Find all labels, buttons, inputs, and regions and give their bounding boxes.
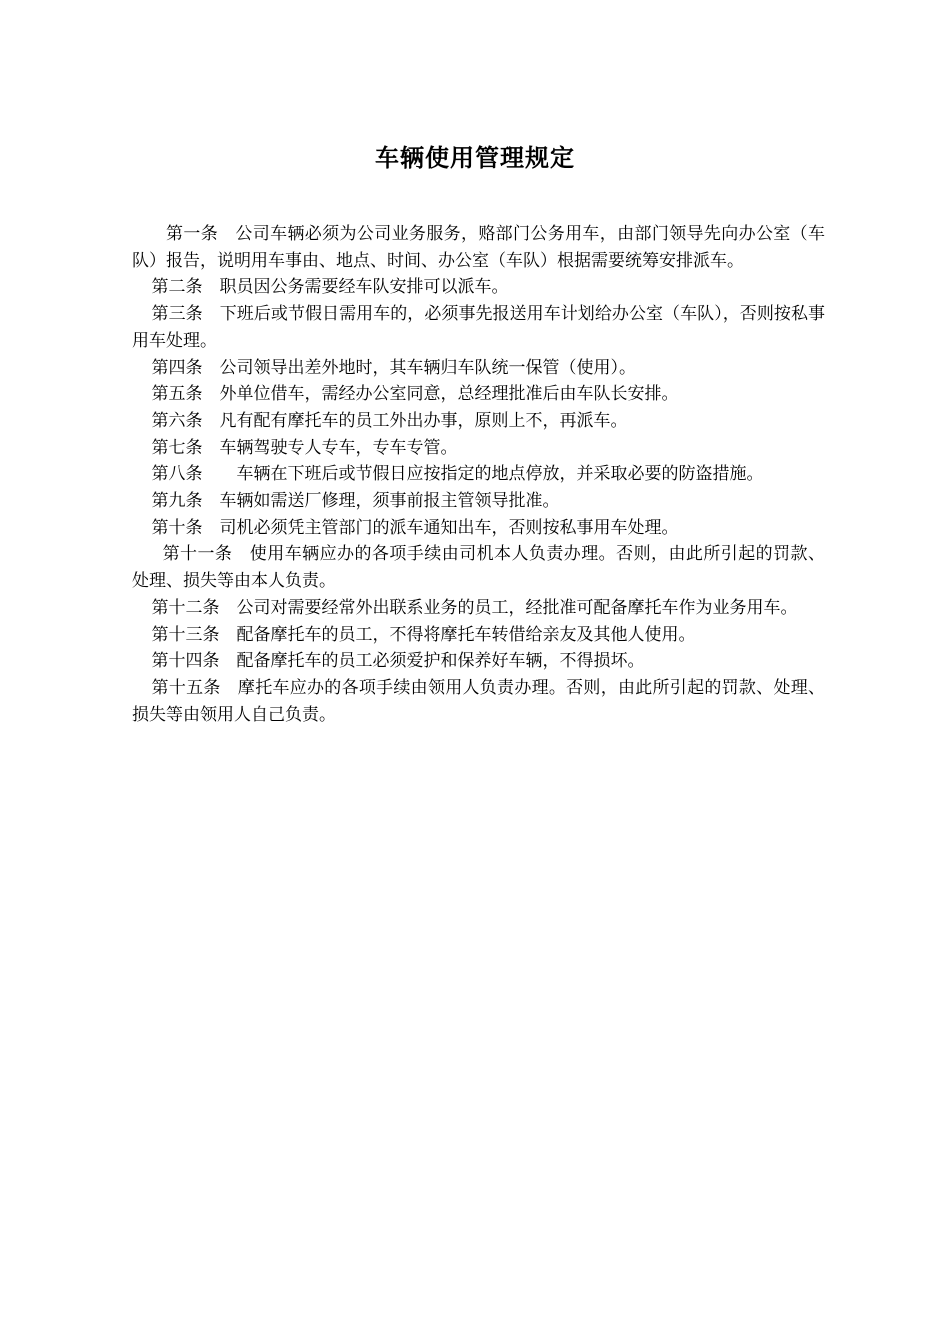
document-body xyxy=(132,221,825,728)
article-5: 第五条 外单位借车，需经办公室同意，总经理批准后由车队长安排。 xyxy=(151,384,679,404)
article-12: 第十二条 公司对需要经常外出联系业务的员工，经批准可配备摩托车作为业务用车。 xyxy=(151,597,798,617)
article-10: 第十条 司机必须凭主管部门的派车通知出车，否则按私事用车处理。 xyxy=(151,517,679,537)
article-1: 第一条 公司车辆必须为公司业务服务，赂部门公务用车，由部门领导先向办公室（车队）报告，说明用车事由、地点、时间、办公室（车队）根据需要统筹安排派车。 xyxy=(132,224,825,270)
article-13: 第十三条 配备摩托车的员工，不得将摩托车转借给亲友及其他人使用。 xyxy=(151,624,696,644)
article-7: 第七条 车辆驾驶专人专车，专车专管。 xyxy=(151,437,458,457)
article-4: 第四条 公司领导出差外地时，其车辆归车队统一保管（使用）。 xyxy=(151,357,637,377)
article-11: 第十一条 使用车辆应办的各项手续由司机本人负责办理。否则，由此所引起的罚款、处理、损失等由本人负责。 xyxy=(132,544,825,591)
article-15: 第十五条 摩托车应办的各项手续由领用人负责办理。否则，由此所引起的罚款、处理、损失等由领用人自己负责。 xyxy=(132,677,825,724)
article-6: 第六条 凡有配有摩托车的员工外出办事，原则上不，再派车。 xyxy=(151,410,628,430)
article-2: 第二条 职员因公务需要经车队安排可以派车。 xyxy=(151,277,509,297)
article-14: 第十四条 配备摩托车的员工必须爱护和保养好车辆，不得损坏。 xyxy=(151,651,645,671)
article-9: 第九条 车辆如需送厂修理，须事前报主管领导批准。 xyxy=(151,491,560,511)
article-3: 第三条 下班后或节假日需用车的，必须事先报送用车计划给办公室（车队），否则按私事用车处理。 xyxy=(132,304,825,350)
document-title: 车辆使用管理规定 xyxy=(375,145,575,172)
article-8: 第八条 车辆在下班后或节假日应按指定的地点停放，并采取必要的防盗措施。 xyxy=(151,464,764,484)
